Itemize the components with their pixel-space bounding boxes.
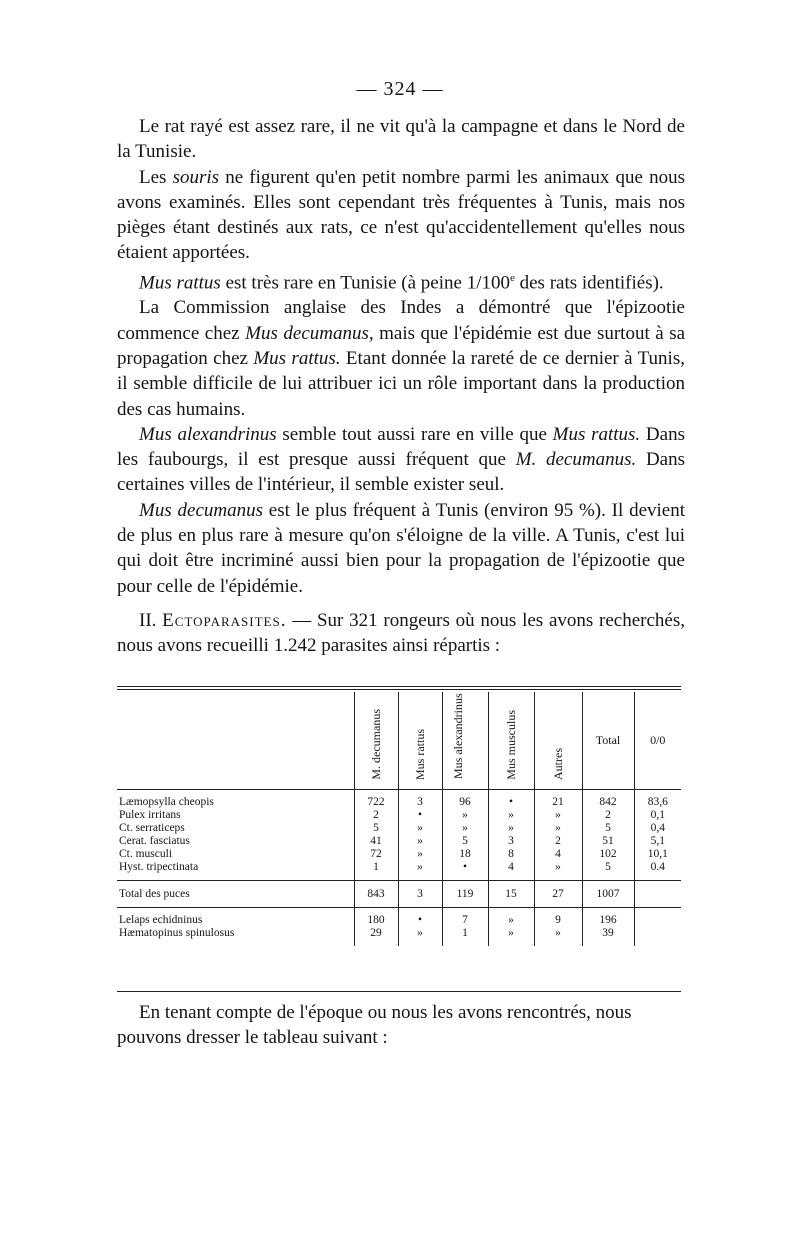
table-row xyxy=(117,809,681,822)
text-run: des rats identifiés). xyxy=(514,272,664,294)
cell-value: 10,1 xyxy=(634,848,681,861)
spacer-cell xyxy=(117,940,354,946)
table-row xyxy=(117,796,681,809)
text-run: est le plus fréquent à Tunis (environ 95 %). Il devient de plus en plus rare à mesure qu'on s'éloigne de la ville. A Tunis, c'est lui qui doit être incriminé aussi bien pour la propagation de l'épizootie que pour celle de l'épidémie. xyxy=(117,499,685,597)
italic-term: M. decumanus. xyxy=(515,449,637,471)
cell-value: 1007 xyxy=(582,881,634,908)
spacer-cell xyxy=(634,940,681,946)
cell-value: » xyxy=(398,861,442,874)
spacer-cell xyxy=(398,940,442,946)
row-label: Pulex irritans xyxy=(119,809,181,821)
cell-value: 4 xyxy=(488,861,534,874)
cell-value: 4 xyxy=(534,848,582,861)
row-label: Lelaps echidninus xyxy=(119,914,203,926)
header-label: Mus rattus xyxy=(413,729,427,780)
row-label: Ct. musculi xyxy=(119,848,173,860)
table-row xyxy=(117,861,681,874)
paragraph-closing: En tenant compte de l'époque ou nous les avons rencontrés, nous pouvons dresser le tableau suivant : xyxy=(117,1002,632,1049)
section-numeral: II. xyxy=(139,609,163,631)
cell-value: » xyxy=(398,822,442,835)
cell-value xyxy=(634,927,681,940)
paragraph-rat-raye: Le rat rayé est assez rare, il ne vit qu'à la campagne et dans le Nord de la Tunisie. xyxy=(117,116,685,163)
italic-term: Mus rattus. xyxy=(253,348,341,369)
italic-term: Mus alexandrinus xyxy=(139,423,277,445)
cell-value: 1 xyxy=(442,927,488,940)
text-run: Dans certaines villes de l'intérieur, il semble exister seul. xyxy=(117,449,685,496)
cell-value: • xyxy=(488,796,534,809)
cell-value xyxy=(634,914,681,927)
cell-value: 0,4 xyxy=(634,822,681,835)
row-label: Læmopsylla cheopis xyxy=(119,796,214,808)
text-run: Etant donnée la rareté de ce dernier à Tunis, il semble difficile de lui attribuer ici un rôle important dans la production des cas humains. xyxy=(117,348,685,420)
cell-value: 41 xyxy=(354,835,398,848)
cell-value: » xyxy=(534,809,582,822)
cell-value: 3 xyxy=(488,835,534,848)
cell-value: 722 xyxy=(354,796,398,809)
cell-value: 39 xyxy=(582,927,634,940)
row-label: Hæmatopinus spinulosus xyxy=(119,927,235,939)
text-run: Dans les faubourgs, il est presque aussi fréquent que xyxy=(117,423,685,471)
cell-value: 21 xyxy=(534,796,582,809)
table-row xyxy=(117,927,681,940)
cell-value: 5,1 xyxy=(634,835,681,848)
cell-value: 8 xyxy=(488,848,534,861)
spacer-cell xyxy=(488,940,534,946)
paragraph-alexandrinus xyxy=(117,422,685,498)
header-percent: 0/0 xyxy=(634,692,681,790)
cell-value: • xyxy=(398,809,442,822)
cell-value: • xyxy=(442,861,488,874)
cell-value: 9 xyxy=(534,914,582,927)
header-label: Autres xyxy=(551,748,565,780)
header-musculus xyxy=(488,692,534,790)
cell-value: 0,1 xyxy=(634,809,681,822)
cell-value: 180 xyxy=(354,914,398,927)
row-label: Ct. serraticeps xyxy=(119,822,185,834)
paragraph-commission xyxy=(117,295,685,421)
cell-value: 119 xyxy=(442,881,488,908)
table-header-row xyxy=(117,692,681,790)
header-rattus xyxy=(398,692,442,790)
italic-term: Mus decumanus, xyxy=(245,322,374,344)
cell-value: 196 xyxy=(582,914,634,927)
spacer-cell xyxy=(354,940,398,946)
cell-value: 27 xyxy=(534,881,582,908)
cell-value: 5 xyxy=(582,861,634,874)
cell-value: 5 xyxy=(582,822,634,835)
superscript: e xyxy=(509,271,515,284)
table-row xyxy=(117,822,681,835)
header-label: Mus alexandrinus xyxy=(451,693,465,779)
cell-value: 2 xyxy=(582,809,634,822)
cell-value: » xyxy=(398,927,442,940)
cell-value: » xyxy=(398,835,442,848)
parasite-table xyxy=(117,692,681,946)
cell-value: » xyxy=(442,809,488,822)
cell-value: 72 xyxy=(354,848,398,861)
cell-value: » xyxy=(488,914,534,927)
cell-value: 83,6 xyxy=(634,796,681,809)
cell-value: » xyxy=(534,927,582,940)
text-run: semble tout aussi rare en ville que xyxy=(276,423,553,445)
header-alexandrinus xyxy=(442,692,488,790)
cell-value: 843 xyxy=(354,881,398,908)
cell-value: 2 xyxy=(354,809,398,822)
italic-term: Mus decumanus xyxy=(139,499,263,521)
text-run: La Commission anglaise des Indes a démontré que l'épizootie commence chez xyxy=(117,297,685,344)
table-row xyxy=(117,914,681,927)
body-text xyxy=(117,114,685,659)
cell-value: 7 xyxy=(442,914,488,927)
header-label: M. decumanus xyxy=(369,709,383,780)
cell-value: » xyxy=(488,822,534,835)
table-top-rule-2 xyxy=(117,689,681,690)
header-decumanus xyxy=(354,692,398,790)
cell-value: 0.4 xyxy=(634,861,681,874)
section-title: Ectoparasites. xyxy=(162,609,287,631)
cell-value: » xyxy=(488,927,534,940)
spacer-cell xyxy=(534,940,582,946)
cell-value: 2 xyxy=(534,835,582,848)
row-label: Cerat. fasciatus xyxy=(119,835,190,847)
cell-value: » xyxy=(488,809,534,822)
closing-text xyxy=(117,1000,685,1051)
header-label: Mus musculus xyxy=(504,710,518,780)
text-run: Les xyxy=(139,166,173,188)
parasite-table-grid xyxy=(117,692,681,946)
italic-term: Mus rattus. xyxy=(552,423,641,445)
header-autres xyxy=(534,692,582,790)
table-row xyxy=(117,835,681,848)
row-label: Total des puces xyxy=(117,881,354,908)
paragraph-mus-rattus xyxy=(117,266,685,296)
cell-value: 842 xyxy=(582,796,634,809)
cell-value xyxy=(634,881,681,908)
text-run: ne figurent qu'en petit nombre parmi les animaux que nous avons examinés. Elles sont cependant très fréquentes à Tunis, mais nos pièges étant destinés aux rats, ce n'est qu'accidentellement qu'elles nous étaient apportées. xyxy=(117,166,686,264)
text-run: mais que l'épidémie est due surtout à sa propagation chez xyxy=(117,322,686,369)
cell-value: » xyxy=(398,848,442,861)
cell-value: 5 xyxy=(354,822,398,835)
italic-term: Mus rattus xyxy=(139,272,221,294)
header-blank xyxy=(117,692,354,790)
spacer-cell xyxy=(442,940,488,946)
table-top-rule xyxy=(117,686,681,687)
cell-value: 51 xyxy=(582,835,634,848)
table-row xyxy=(117,848,681,861)
cell-value: » xyxy=(534,822,582,835)
italic-term: souris xyxy=(172,166,220,188)
cell-value: 102 xyxy=(582,848,634,861)
paragraph-souris xyxy=(117,165,685,266)
cell-value: 18 xyxy=(442,848,488,861)
cell-value: • xyxy=(398,914,442,927)
cell-value: 1 xyxy=(354,861,398,874)
cell-value: 3 xyxy=(398,881,442,908)
total-row xyxy=(117,881,681,908)
cell-value: » xyxy=(442,822,488,835)
table-bottom-rule xyxy=(117,991,681,992)
page-number: — 324 — xyxy=(356,78,444,100)
section-ectoparasites xyxy=(117,608,685,659)
row-label: Hyst. tripectinata xyxy=(119,861,199,873)
text-run: est très rare en Tunisie (à peine 1/100 xyxy=(220,272,510,294)
paragraph-decumanus xyxy=(117,498,685,599)
spacer-row xyxy=(117,940,681,946)
cell-value: 5 xyxy=(442,835,488,848)
cell-value: 3 xyxy=(398,796,442,809)
table-body xyxy=(117,790,681,947)
cell-value: » xyxy=(534,861,582,874)
spacer-cell xyxy=(582,940,634,946)
cell-value: 29 xyxy=(354,927,398,940)
cell-value: 15 xyxy=(488,881,534,908)
header-total: Total xyxy=(582,692,634,790)
cell-value: 96 xyxy=(442,796,488,809)
text-run: — Sur 321 rongeurs où nous les avons recherchés, nous avons recueilli 1.242 parasites ainsi répartis : xyxy=(117,609,685,657)
